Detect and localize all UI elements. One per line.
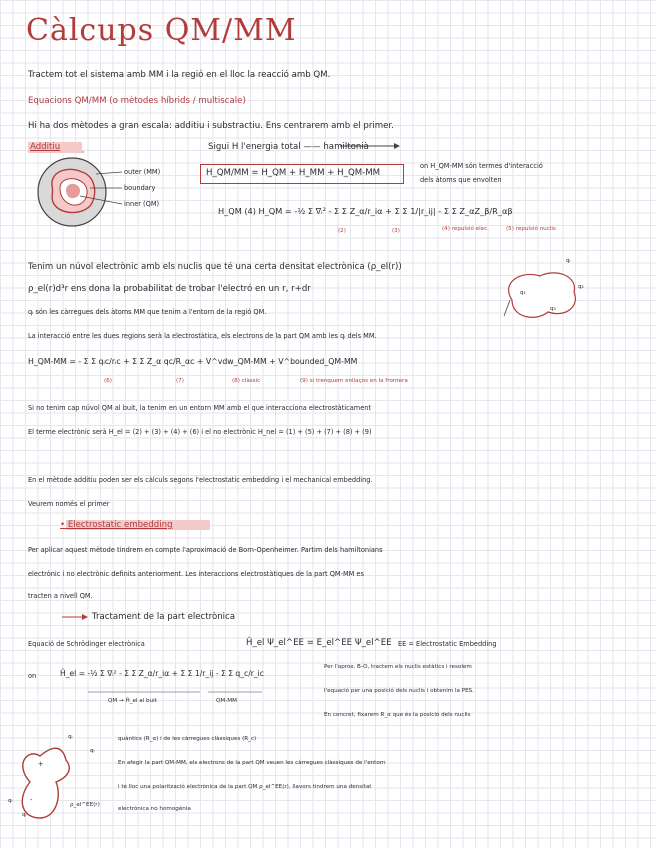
equations-heading: Equacions QM/MM (o mètodes híbrids / multiscale)	[28, 96, 246, 106]
q1-glyph: q₁	[520, 290, 526, 296]
electrostatic-embedding-bullet: • Electrostatic embedding	[60, 520, 173, 530]
total-note-2: dels àtoms que envolten	[420, 176, 502, 184]
qi-minus-glyph-2: qᵢ	[90, 748, 95, 754]
rho-ee-glyph: ρ_el^EE(r)	[70, 802, 100, 808]
outer-label: outer (MM)	[124, 168, 161, 176]
boundary-label: boundary	[124, 184, 156, 192]
additive-label: Additiu	[30, 142, 61, 152]
qi-minus-glyph: qᵢ	[68, 734, 73, 740]
total-hamiltonian-eq: H_QM/MM = H_QM + H_MM + H_QM-MM	[206, 168, 381, 178]
qi-bottom-glyph: qᵢ	[22, 812, 27, 818]
schrodinger-label: Equació de Schrödinger electrònica	[28, 640, 145, 648]
hqm-tag-2: (2)	[338, 228, 346, 234]
body-line-5: Si no tenim cap núvol QM al buit, la tenim en un entorn MM amb el que interacciona electrostàticament	[28, 404, 372, 412]
methods-line: Hi ha dos mètodes a gran escala: additiu i substractiu. Ens centrarem amb el primer.	[28, 121, 394, 131]
bo-line-5: En afegir la part QM-MM, els electrons de la part QM veuen les càrregues clàssiques de l'entorn	[118, 760, 386, 766]
inner-qm-core	[66, 184, 80, 198]
hel-equation: Ĥ_el = -½ Σ ∇ᵢ² - Σ Σ Z_α/r_iα + Σ Σ 1/r_ij - Σ Σ q_c/r_ic	[60, 669, 264, 678]
hqmmm-tag-8: (8) clàssic	[232, 378, 261, 384]
hqmmm-tag-7: (7)	[176, 378, 184, 384]
bo-line-6: i té lloc una polarització electrònica de la part QM ρ_el^EE(r), llavors tindrem una densitat	[118, 784, 372, 790]
minus-glyph: -	[30, 796, 33, 804]
section2-line-3: Per aplicar aquest mètode tindrem en compte l'aproximació de Born-Openheimer. Partim dels hamiltonians	[28, 546, 383, 554]
intro-line: Tractem tot el sistema amb MM i la regió en el lloc la reacció amb QM.	[28, 70, 331, 80]
hqm-tag-3: (3)	[392, 228, 400, 234]
plus-glyph: +	[38, 760, 44, 768]
bo-line-7: electrònica no homogènia	[118, 806, 191, 812]
schrodinger-eq: Ĥ_el Ψ_el^EE = E_el^EE Ψ_el^EE	[246, 638, 392, 648]
qi-glyph: qᵢ	[566, 258, 571, 264]
hqm-equation: H_QM (4) H_QM = -½ Σ ∇ᵢ² - Σ Σ Z_α/r_iα + Σ Σ 1/|r_ij| - Σ Σ Z_αZ_β/R_αβ	[218, 206, 513, 216]
hqm-tag-5: (5) repulsió nuclis	[506, 226, 556, 232]
body-line-2: ρ_el(r)d³r ens dona la probabilitat de trobar l'electró en un r, r+dr	[28, 284, 311, 294]
hamiltonian-intro: Sigui H l'energia total —— hamiltonià	[208, 142, 369, 152]
section2-line-5: tracten a nivell QM.	[28, 592, 93, 600]
qm-cloud-sketch	[509, 273, 576, 317]
qm-mm-polarization-sketch	[22, 748, 69, 818]
q3-glyph: q₃	[550, 306, 556, 312]
inner-label: inner (QM)	[124, 200, 160, 208]
on-label: on	[28, 672, 37, 680]
hqmmm-equation: H_QM-MM = - Σ Σ qᵢc/rᵢc + Σ Σ Z_α qc/R_αc + V^vdw_QM-MM + V^bounded_QM-MM	[28, 357, 358, 366]
qi-left-glyph: qᵢ	[8, 798, 13, 804]
section2-line-1: En el mètode additiu poden ser els càlculs segons l'electrostatic embedding i el mechanical embedding.	[28, 476, 373, 484]
body-line-3: qᵢ són les càrregues dels àtoms MM que tenim a l'entorn de la regió QM.	[28, 308, 267, 316]
bo-line-3: En concret, fixarem R_α que és la posició dels nuclis	[324, 712, 471, 718]
bo-line-4: quàntics (R_α) i de les càrregues clàssiques (R_c)	[118, 736, 257, 742]
hqmmm-tag-6: (6)	[104, 378, 112, 384]
section2-line-4: electrònic i no electrònic definits anteriorment. Les interaccions electrostàtiques de la part QM-MM es	[28, 570, 364, 578]
total-note-1: on H_QM-MM són termes d'interacció	[420, 162, 543, 170]
section2-line-2: Veurem només el primer	[28, 500, 110, 508]
ee-note: EE = Electrostatic Embedding	[398, 640, 497, 648]
hqm-tag-4: (4) repulsió elec.	[442, 226, 489, 232]
bullet-text: Electrostatic embedding	[67, 520, 173, 530]
body-line-6: El terme electrònic serà H_el = (2) + (3) + (4) + (6) i el no electrònic H_nel = (1) + (5) + (7) + (8) + (9)	[28, 428, 372, 436]
page-title: Càlcups QM/MM	[26, 13, 297, 48]
bo-line-2: l'equació per una posició dels nuclis i obtenim la PES.	[324, 688, 474, 694]
under-qm: QM → Ĥ_el al buit	[108, 698, 157, 704]
bo-line-1: Per l'aprox. B-O, tractem els nuclis estàtics i resolem	[324, 664, 472, 670]
under-qmmm: QM-MM	[216, 698, 237, 704]
hqmmm-tag-9: (9) si trenquem enllaços en la frontera	[300, 378, 408, 384]
body-line-4: La interacció entre les dues regions serà la electrostàtica, els electrons de la part QM amb les qᵢ dels MM.	[28, 332, 377, 340]
q2-glyph: q₂	[578, 284, 584, 290]
electronic-treatment: Tractament de la part electrònica	[92, 612, 236, 622]
body-line-1: Tenim un núvol electrònic amb els nuclis que té una certa densitat electrònica (ρ_el(r))	[28, 262, 402, 272]
